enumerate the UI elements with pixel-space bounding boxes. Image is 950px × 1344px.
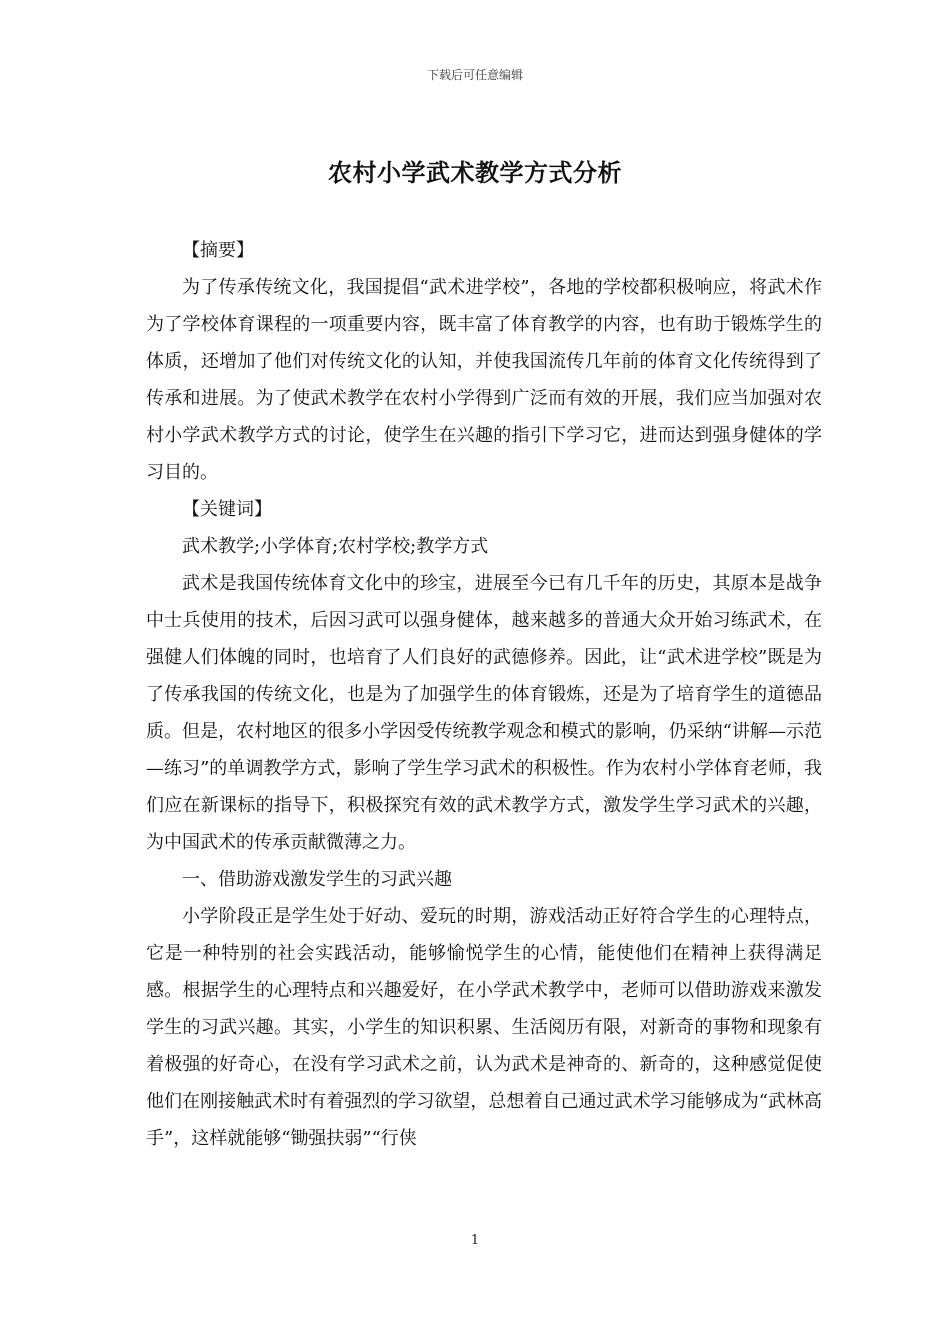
section-1-paragraph: 小学阶段正是学生处于好动、爱玩的时期，游戏活动正好符合学生的心理特点，它是一种特别的社会实践活动，能够愉悦学生的心情，能使他们在精神上获得满足感。根据学生的心理特点和兴趣爱好，在小学武术教学中，老师可以借助游戏来激发学生的习武兴趣。其实，小学生的知识积累、生活阅历有限，对新奇的事物和现象有着极强的好奇心，在没有学习武术之前，认为武术是神奇的、新奇的，这种感觉促使他们在刚接触武术时有着强烈的学习欲望，总想着自己通过武术学习能够成为“武林高手”，这样就能够“锄强扶弱”“行侠 [146,906,822,1149]
document-body [146,232,822,1157]
page-number: 1 [470,1233,480,1248]
section-1-heading: 一、借助游戏激发学生的习武兴趣 [182,869,452,890]
header-note: 下载后可任意编辑 [426,68,523,82]
keywords-heading: 【关键词】 [182,499,272,520]
intro-paragraph: 武术是我国传统体育文化中的珍宝，进展至今已有几千年的历史，其原本是战争中士兵使用的技术，后因习武可以强身健体，越来越多的普通大众开始习练武术，在强健人们体魄的同时，也培育了人们良好的武德修养。因此，让“武术进学校”既是为了传承我国的传统文化，也是为了加强学生的体育锻炼，还是为了培育学生的道德品质。但是，农村地区的很多小学因受传统教学观念和模式的影响，仍采纳“讲解—示范—练习”的单调教学方式，影响了学生学习武术的积极性。作为农村小学体育老师，我们应在新课标的指导下，积极探究有效的武术教学方式，激发学生学习武术的兴趣，为中国武术的传承贡献微薄之力。 [146,573,822,853]
abstract-paragraph: 为了传承传统文化，我国提倡“武术进学校”，各地的学校都积极响应，将武术作为了学校体育课程的一项重要内容，既丰富了体育教学的内容，也有助于锻炼学生的体质，还增加了他们对传统文化的认知，并使我国流传几年前的体育文化传统得到了传承和进展。为了使武术教学在农村小学得到广泛而有效的开展，我们应当加强对农村小学武术教学方式的讨论，使学生在兴趣的指引下学习它，进而达到强身健体的学习目的。 [146,277,822,483]
keywords-paragraph: 武术教学;小学体育;农村学校;教学方式 [182,536,489,557]
document-title: 农村小学武术教学方式分析 [328,158,622,187]
abstract-heading: 【摘要】 [182,240,254,261]
